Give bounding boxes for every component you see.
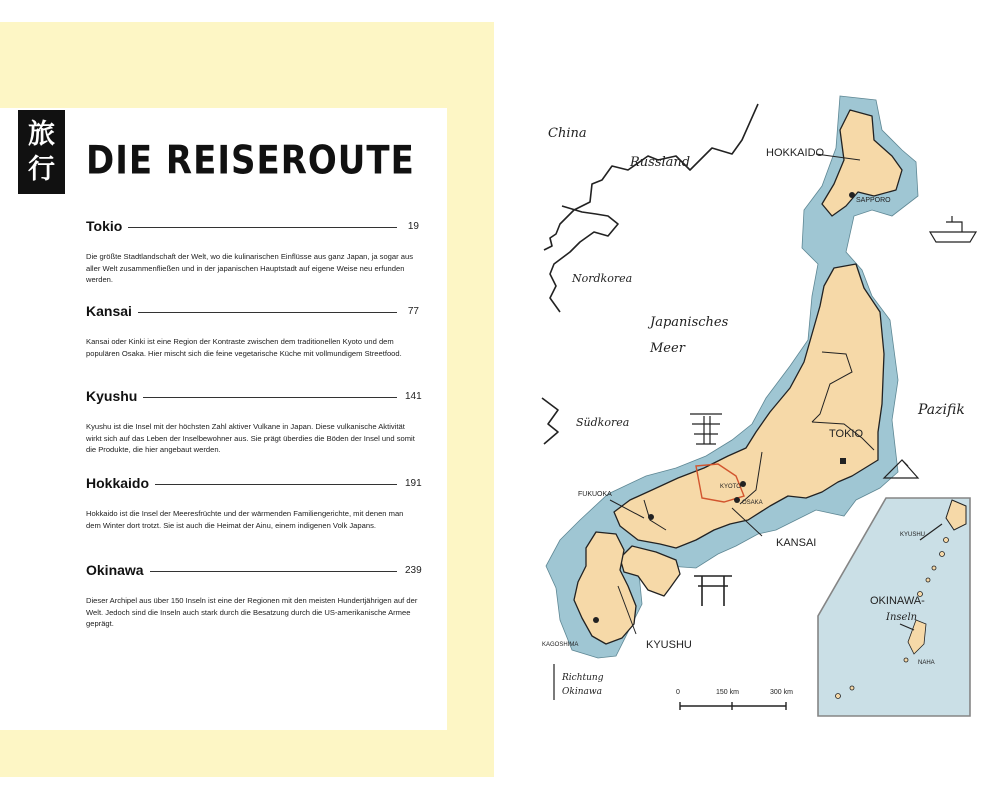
leader-line <box>143 397 397 398</box>
inset-title-2: Inseln <box>886 612 918 623</box>
label-tokio: TOKIO <box>829 428 864 440</box>
section-description: Kansai oder Kinki ist eine Region der Kontraste zwischen dem traditionellen Kyoto und dem populären Osaka. Hier mischt sich die feine vegetarische Küche mit vollmundigem Streetfood. <box>86 337 402 358</box>
page-number: 141 <box>405 390 422 402</box>
label-hokkaido: HOKKAIDO <box>766 147 825 159</box>
page-title: DIE REISEROUTE <box>86 138 415 184</box>
south-korea-coast <box>542 398 558 444</box>
section-kyushu <box>86 386 422 456</box>
osaka-dot <box>734 497 740 503</box>
section-header[interactable] <box>86 301 419 321</box>
island <box>850 686 854 690</box>
direction-label-1: Richtung <box>562 673 604 683</box>
kanji-1: 旅 <box>28 119 55 150</box>
direction-label-2: Okinawa <box>562 687 602 697</box>
section-name: Tokio <box>86 218 123 234</box>
inset-title-1: OKINAWA- <box>870 595 925 607</box>
section-hokkaido <box>86 473 422 531</box>
label-kyoto: KYOTO <box>720 484 741 490</box>
label-china: China <box>548 126 587 141</box>
label-kyushu: KYUSHU <box>646 639 692 651</box>
section-name: Kyushu <box>86 388 138 404</box>
label-north-korea: Nordkorea <box>572 272 633 285</box>
fukuoka-dot <box>648 514 654 520</box>
section-description: Hokkaido ist die Insel der Meeresfrüchte und der wärmenden Familiengerichte, mit denen man dem Winter dort trotzt. Sie ist auch die Heimat der Ainu, einem indigenen Volk Japans. <box>86 509 404 530</box>
section-header[interactable] <box>86 386 422 406</box>
leader-line <box>155 484 397 485</box>
section-header[interactable] <box>86 473 422 493</box>
section-okinawa <box>86 560 422 630</box>
okinawa-inset <box>818 498 970 716</box>
island <box>940 552 945 557</box>
label-sapporo: SAPPORO <box>856 197 891 204</box>
section-header[interactable] <box>86 216 419 236</box>
page-number: 239 <box>405 564 422 576</box>
label-pacific: Pazifik <box>918 402 965 418</box>
ship-shape <box>930 216 976 242</box>
section-name: Okinawa <box>86 562 144 578</box>
label-osaka: OSAKA <box>742 500 763 506</box>
pagoda-icon <box>690 414 722 444</box>
torii-gate <box>694 576 732 606</box>
japan-map-svg <box>500 20 1000 780</box>
label-fukuoka: FUKUOKA <box>578 491 612 498</box>
inset-frame <box>818 498 970 716</box>
scale-max: 300 km <box>770 689 793 696</box>
section-name: Kansai <box>86 303 132 319</box>
pagoda-roofs <box>690 414 722 444</box>
inset-label-kyushu: KYUSHU <box>900 532 926 538</box>
section-kansai <box>86 301 419 359</box>
leader-line <box>128 227 397 228</box>
page-number: 77 <box>407 305 419 317</box>
label-japan-sea-1: Japanisches <box>650 315 729 330</box>
section-tokio <box>86 216 419 286</box>
leader-line <box>138 312 397 313</box>
kanji-block <box>18 110 65 194</box>
section-description: Die größte Stadtlandschaft der Welt, wo die kulinarischen Einflüsse aus ganz Japan, ja sogar aus aller Welt zusammenfließen und in der japanischen Hauptstadt auf eigene Weise neu erfunden werden. <box>86 252 413 284</box>
label-south-korea: Südkorea <box>576 416 630 429</box>
island <box>944 538 949 543</box>
island <box>926 578 930 582</box>
pagoda-body <box>704 416 710 444</box>
section-name: Hokkaido <box>86 475 150 491</box>
section-header[interactable] <box>86 560 422 580</box>
section-description: Dieser Archipel aus über 150 Inseln ist eine der Regionen mit den meisten Hundertjährigen auf der Welt. Jedoch sind die Inseln auch stark durch die Besatzung durch die US-amerikanische Armee geprägt. <box>86 596 418 628</box>
kagoshima-dot <box>593 617 599 623</box>
scale-bar <box>676 689 793 710</box>
page-number: 191 <box>405 477 422 489</box>
island <box>932 566 936 570</box>
inset-label-naha: NAHA <box>918 660 935 666</box>
leader-line <box>150 571 397 572</box>
tokio-marker <box>840 458 846 464</box>
island <box>836 694 841 699</box>
section-description: Kyushu ist die Insel mit der höchsten Zahl aktiver Vulkane in Japan. Diese vulkanische Aktivität wirkt sich auf das Leben der Inselbewohner aus. Sie prägt überdies die Böden der Insel und somit die Produkte, die hier angebaut werden. <box>86 422 415 454</box>
kanji-2: 行 <box>28 154 55 185</box>
scale-mid: 150 km <box>716 689 739 696</box>
page-number: 19 <box>407 220 419 232</box>
island <box>904 658 908 662</box>
ship-icon <box>930 216 976 242</box>
japan-map <box>500 20 1000 780</box>
label-kansai: KANSAI <box>776 537 817 549</box>
label-kagoshima: KAGOSHIMA <box>542 642 579 648</box>
scale-line <box>680 702 786 710</box>
label-japan-sea-2: Meer <box>650 341 685 356</box>
korea-coast <box>550 206 618 312</box>
sapporo-dot <box>849 192 855 198</box>
label-russia: Russland <box>630 155 691 170</box>
torii-icon <box>694 576 732 606</box>
scale-zero: 0 <box>676 689 680 696</box>
